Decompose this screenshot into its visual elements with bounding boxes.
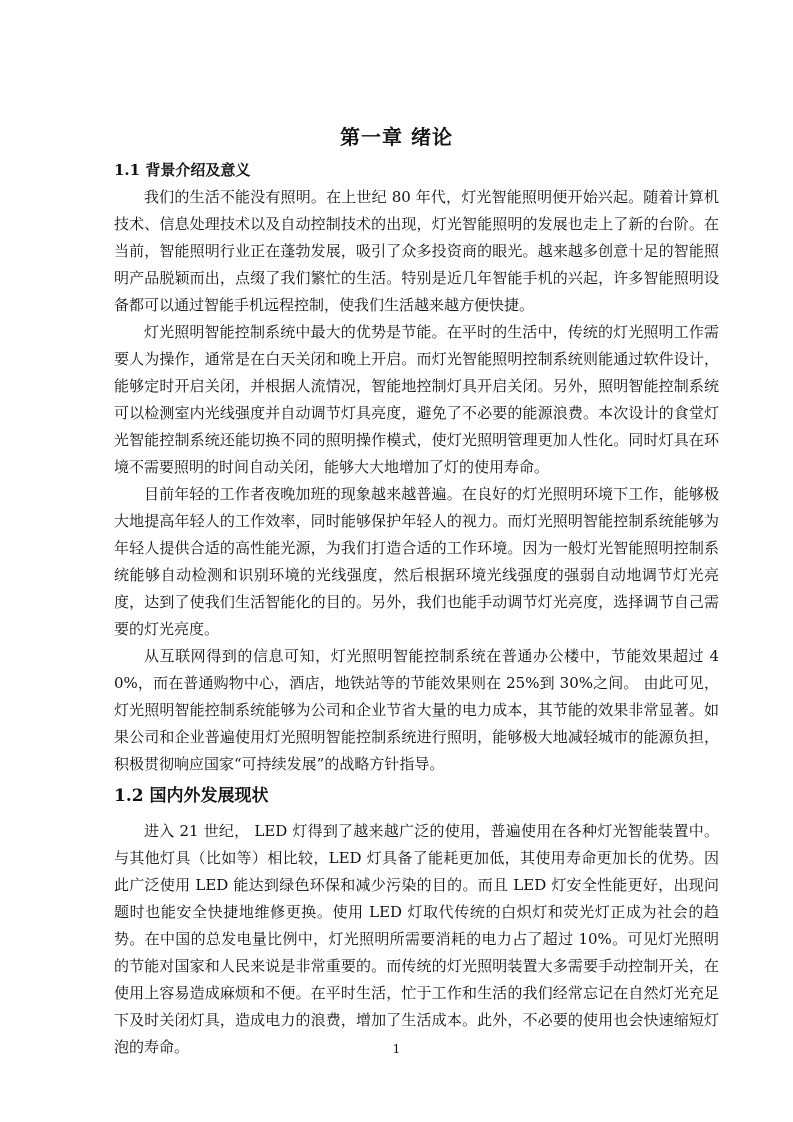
paragraph: 我们的生活不能没有照明。在上世纪 80 年代，灯光智能照明便开始兴起。随着计算机技术、信息处理技术以及自动控制技术的出现，灯光智能照明的发展也走上了新的台阶。在当前，智能照明行业正在蓬勃发展，吸引了众多投资商的眼光。越来越多创意十足的智能照明产品脱颖而出，点缀了我们繁忙的生活。特别是近几年智能手机的兴起，许多智能照明设备都可以通过智能手机远程控制，使我们生活越来越方便快捷。 — [114, 188, 719, 314]
paragraph: 从互联网得到的信息可知，灯光照明智能控制系统在普通办公楼中，节能效果超过 40%，而在普通购物中心，酒店，地铁站等的节能效果则在 25%到 30%之间。 由此可见，灯光照明智能控制系统能够为公司和企业节省大量的电力成本，其节能的效果非常显著。如果公司和企业普遍使用灯光照明智能控制系统进行照明，能够极大地减轻城市的能源负担，积极贯彻响应国家“可持续发展”的战略方针指导。 — [114, 647, 719, 773]
chapter-title: 第一章 绪论 — [340, 125, 453, 149]
paragraph: 进入 21 世纪， LED 灯得到了越来越广泛的使用，普遍使用在各种灯光智能装置中。与其他灯具（比如等）相比较，LED 灯具备了能耗更加低，其使用寿命更加长的优势。因此广泛使用 LED 能达到绿色环保和减少污染的目的。而且 LED 灯安全性能更好，出现问题时也能安全快捷地维修更换。使用 LED 灯取代传统的白炽灯和荧光灯正成为社会的趋势。在中国的总发电量比例中，灯光照明所需要消耗的电力占了超过 10%。可见灯光照明的节能对国家和人民来说是非常重要的。而传统的灯光照明装置大多需要手动控制开关，在使用上容易造成麻烦和不便。在平时生活，忙于工作和生活的我们经常忘记在自然灯光充足下及时关闭灯具，造成电力的浪费，增加了生活成本。此外，不必要的使用也会快速缩短灯泡的寿命。 — [114, 822, 719, 1056]
page-content — [114, 156, 719, 1061]
paragraph: 灯光照明智能控制系统中最大的优势是节能。在平时的生活中，传统的灯光照明工作需要人为操作，通常是在白天关闭和晚上开启。而灯光智能照明控制系统则能通过软件设计，能够定时开启关闭，并根据人流情况，智能地控制灯具开启关闭。另外，照明智能控制系统可以检测室内光线强度并自动调节灯具亮度，避免了不必要的能源浪费。本次设计的食堂灯光智能控制系统还能切换不同的照明操作模式，使灯光照明管理更加人性化。同时灯具在环境不需要照明的时间自动关闭，能够大大地增加了灯的使用寿命。 — [114, 323, 719, 476]
section-heading-1-1: 1.1 背景介绍及意义 — [114, 161, 251, 179]
section-heading-1-2: 1.2 国内外发展现状 — [114, 786, 269, 806]
page-number: 1 — [392, 1042, 401, 1056]
paragraph: 目前年轻的工作者夜晚加班的现象越来越普遍。在良好的灯光照明环境下工作，能够极大地提高年轻人的工作效率，同时能够保护年轻人的视力。而灯光照明智能控制系统能够为年轻人提供合适的高性能光源，为我们打造合适的工作环境。因为一般灯光智能照明控制系统能够自动检测和识别环境的光线强度，然后根据环境光线强度的强弱自动地调节灯光亮度，达到了使我们生活智能化的目的。另外，我们也能手动调节灯光亮度，选择调节自己需要的灯光亮度。 — [114, 485, 719, 638]
